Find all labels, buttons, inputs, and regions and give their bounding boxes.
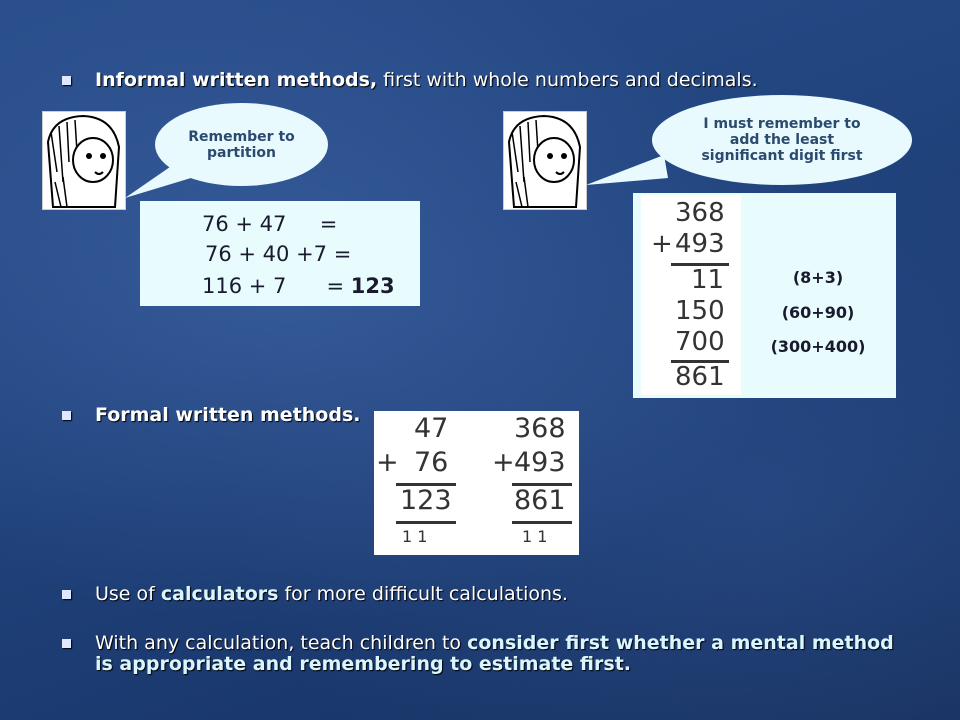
column-total: 861 — [675, 362, 725, 392]
expanded-column-numbers — [641, 195, 741, 395]
bullet-calculators-highlight: calculators — [160, 583, 279, 605]
cartoon-girl-image-left — [42, 111, 126, 210]
bullet-formal-text: Formal written methods. — [95, 404, 361, 426]
speech-bubble-right — [652, 95, 912, 185]
formal-b-top: 368 — [514, 413, 566, 444]
partition-line-2: 76 + 40 +7 = — [205, 242, 352, 266]
bullet-marker — [62, 639, 71, 648]
bullet-estimate-pre: With any calculation, teach children to — [95, 632, 468, 654]
partition-example-box — [140, 201, 420, 306]
formal-b-total: 861 — [514, 485, 566, 516]
formal-a-total: 123 — [400, 485, 452, 516]
column-row-1: 11 — [691, 265, 725, 295]
formal-b-plus: + — [492, 447, 515, 478]
formal-a-carry: 1 1 — [402, 527, 428, 546]
partition-line-3-text: 116 + 7 = — [202, 274, 351, 298]
speech-bubble-left-text: Remember to partition — [188, 128, 295, 161]
explanation-3: (300+400) — [770, 337, 866, 356]
cartoon-girl-image-right — [503, 111, 587, 210]
bullet-informal-text: first with whole numbers and decimals. — [377, 69, 758, 91]
formal-b-total-underline — [512, 521, 572, 524]
formal-b-bottom: 493 — [514, 447, 566, 478]
explanation-1: (8+3) — [792, 268, 844, 287]
speech-bubble-right-text: I must remember to add the least significant digit first — [701, 116, 863, 164]
formal-b-carry: 1 1 — [522, 527, 548, 546]
partition-answer: 123 — [350, 274, 395, 298]
formal-method-image — [374, 411, 579, 555]
partition-line-3 — [202, 274, 395, 298]
bullet-calculators-post: for more difficult calculations. — [278, 583, 568, 605]
column-number-second: 493 — [675, 229, 725, 259]
column-plus-sign: + — [651, 229, 673, 259]
formal-a-plus: + — [376, 447, 399, 478]
formal-a-bottom: 76 — [414, 447, 449, 478]
formal-a-total-underline — [396, 521, 456, 524]
bullet-marker — [62, 76, 71, 85]
formal-a-top: 47 — [414, 413, 449, 444]
bullet-estimate — [95, 633, 895, 675]
bullet-estimate-highlight: consider first whether a mental method is appropriate and remembering to estimate first. — [95, 632, 894, 675]
bullet-informal-heading: Informal written methods, — [95, 69, 378, 91]
expanded-column-method-box — [633, 193, 896, 398]
bullet-calculators — [95, 584, 568, 605]
bullet-formal — [95, 405, 360, 426]
bullet-marker — [62, 590, 71, 599]
explanation-2: (60+90) — [781, 303, 855, 322]
column-number-top: 368 — [675, 198, 725, 228]
bullet-informal — [95, 70, 855, 91]
column-row-3: 700 — [675, 327, 725, 357]
bullet-calculators-pre: Use of — [95, 583, 161, 605]
partition-line-1: 76 + 47 = — [202, 212, 338, 236]
speech-bubble-left — [155, 103, 328, 186]
bullet-marker — [62, 411, 71, 420]
column-row-2: 150 — [675, 296, 725, 326]
